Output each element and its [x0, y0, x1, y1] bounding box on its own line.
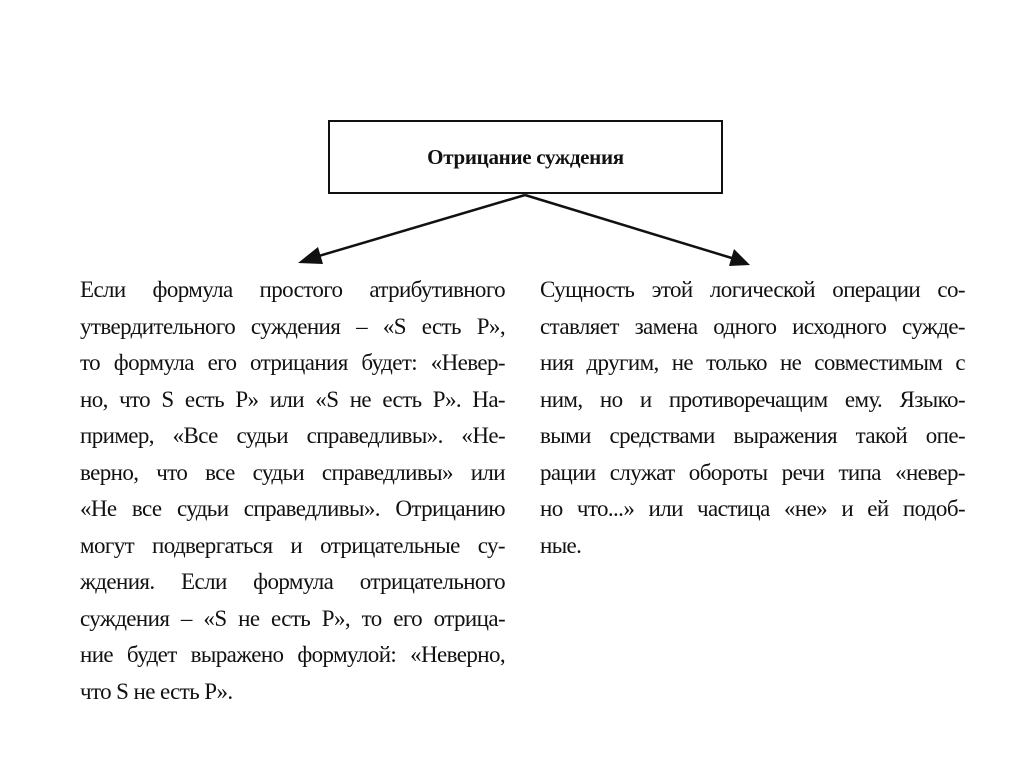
text-line: то формула его отрицания будет: «Невер- [80, 350, 505, 375]
text-line: рации служат обороты речи типа «невер- [540, 459, 965, 485]
text-line: могут подвергаться и отрицательные су- [80, 532, 505, 558]
text-line: утвердительного суждения – «S есть P», [80, 313, 505, 339]
text-line: Если формула простого атрибутивного [80, 277, 505, 302]
text-line: что S не есть P». [80, 678, 233, 704]
arrow-left [312, 195, 525, 258]
text-line: верно, что все судьи справедливы» или [80, 459, 505, 485]
text-line: но, что S есть P» или «S не есть P». На- [80, 386, 505, 412]
text-line: ние будет выражено формулой: «Неверно, [80, 642, 505, 667]
right-text-block [540, 272, 965, 564]
text-line: ждения. Если формула отрицательного [80, 569, 505, 594]
text-line: выми средствами выражения такой опе- [540, 423, 965, 448]
diagram-title: Отрицание суждения [427, 144, 624, 169]
text-line: «Не все судьи справедливы». Отрицанию [80, 496, 505, 521]
arrow-right [525, 195, 735, 259]
text-line: ния другим, не только не совместимым с [540, 350, 965, 375]
text-line: Сущность этой логической операции со- [540, 277, 965, 302]
text-line: суждения – «S не есть P», то его отрица- [80, 605, 505, 631]
arrowhead-right [729, 249, 750, 266]
text-line: ним, но и противоречащим ему. Языко- [540, 386, 965, 412]
text-line: но что...» или частица «не» и ей подоб- [540, 496, 965, 521]
left-text-block [80, 272, 505, 710]
arrowhead-left [298, 247, 323, 264]
text-line: пример, «Все судьи справедливы». «Не- [80, 423, 505, 448]
text-line: ные. [540, 532, 582, 558]
text-line: ставляет замена одного исходного сужде- [540, 313, 965, 339]
